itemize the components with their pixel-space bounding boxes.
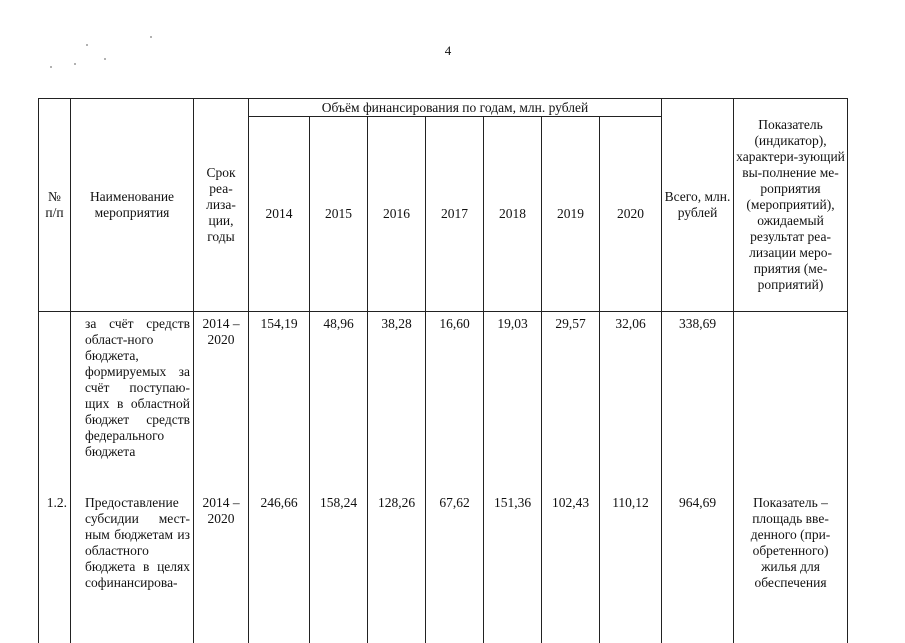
header-year: 2018	[484, 117, 542, 312]
row-value-2020: 110,12	[600, 491, 662, 643]
scan-speck	[50, 66, 52, 68]
header-funding: Объём финансирования по годам, млн. рублей	[249, 99, 662, 117]
scan-speck	[74, 63, 76, 65]
row-value-2016: 128,26	[368, 491, 426, 643]
row-total: 338,69	[662, 312, 734, 492]
table-row	[39, 491, 848, 643]
row-term: 2014 – 2020	[194, 491, 249, 643]
header-year: 2017	[426, 117, 484, 312]
row-value-2016: 38,28	[368, 312, 426, 492]
row-name: Предоставление субсидии мест-ным бюджетам из областного бюджета в целях софинансирова-	[71, 491, 194, 643]
header-year: 2019	[542, 117, 600, 312]
row-value-2014: 154,19	[249, 312, 310, 492]
header-term: Срок реа-лиза-ции, годы	[194, 99, 249, 312]
funding-table	[38, 98, 848, 643]
header-num: № п/п	[39, 99, 71, 312]
row-value-2019: 29,57	[542, 312, 600, 492]
header-indicator: Показатель (индикатор), характери-зующий вы-полнение ме-роприятия (мероприятий), ожидаемый результат реа-лизации меро-приятия (ме-роприятий)	[734, 99, 848, 312]
scan-speck	[104, 58, 106, 60]
header-year: 2015	[310, 117, 368, 312]
row-value-2017: 67,62	[426, 491, 484, 643]
row-value-2019: 102,43	[542, 491, 600, 643]
page-number: 4	[444, 43, 452, 58]
header-name: Наименование мероприятия	[71, 99, 194, 312]
row-total: 964,69	[662, 491, 734, 643]
row-value-2015: 48,96	[310, 312, 368, 492]
row-value-2018: 19,03	[484, 312, 542, 492]
row-number: 1.2.	[39, 491, 71, 643]
header-total: Всего, млн. рублей	[662, 99, 734, 312]
row-value-2014: 246,66	[249, 491, 310, 643]
scan-speck	[150, 36, 152, 38]
table-row	[39, 312, 848, 492]
row-indicator: Показатель – площадь вве-денного (при-обретенного) жилья для обеспечения	[734, 491, 848, 643]
row-value-2018: 151,36	[484, 491, 542, 643]
header-year: 2016	[368, 117, 426, 312]
header-year: 2020	[600, 117, 662, 312]
row-name: за счёт средств област-ного бюджета, формируемых за счёт поступаю-щих в областной бюджет средств федерального бюджета	[71, 312, 194, 492]
row-value-2020: 32,06	[600, 312, 662, 492]
scan-speck	[86, 44, 88, 46]
row-term: 2014 – 2020	[194, 312, 249, 492]
row-indicator	[734, 312, 848, 492]
row-value-2017: 16,60	[426, 312, 484, 492]
header-year: 2014	[249, 117, 310, 312]
row-number	[39, 312, 71, 492]
row-value-2015: 158,24	[310, 491, 368, 643]
